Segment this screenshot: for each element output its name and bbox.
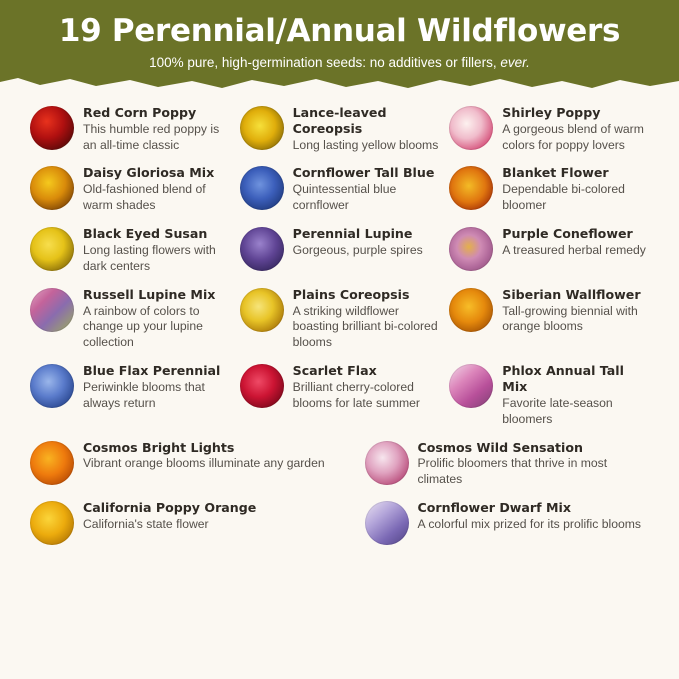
flower-swatch-cosmos-wild-sensation [365,441,409,485]
list-item[interactable] [240,165,450,226]
flower-swatch-black-eyed-susan [30,227,74,271]
flower-swatch-purple-coneflower [449,227,493,271]
plant-row [30,165,659,226]
plant-description: Old-fashioned blend of warm shades [83,182,206,213]
flower-swatch-lance-leaved-coreopsis [240,106,284,150]
plant-name: Purple Coneflower [502,226,633,242]
flower-swatch-scarlet-flax [240,364,284,408]
list-item[interactable] [30,363,240,439]
subtitle-main: 100% pure, high-germination seeds: no additives or fillers, [149,54,497,70]
plant-name: Cornflower Tall Blue [292,165,435,181]
plant-name: Red Corn Poppy [83,104,197,120]
page-title: 19 Perennial/Annual Wildflowers [58,13,621,49]
plant-name: Blue Flax Perennial [83,363,221,379]
plant-name: Cosmos Bright Lights [83,439,235,455]
flower-swatch-perennial-lupine [240,227,284,271]
list-item[interactable] [449,105,659,166]
header-banner [0,0,679,89]
plant-description: A gorgeous blend of warm colors for poppy lovers [502,121,644,152]
plant-description: Quintessential blue cornflower [292,182,397,213]
plant-list [0,89,679,557]
plant-description: Dependable bi-colored bloomer [502,182,625,213]
plant-name: Black Eyed Susan [83,226,208,242]
plant-name: California Poppy Orange [83,500,257,516]
list-item[interactable] [30,165,240,226]
list-item[interactable] [30,226,240,287]
plant-name: Daisy Gloriosa Mix [83,165,215,181]
plant-name: Siberian Wallflower [502,286,641,302]
plant-row [30,105,659,166]
plant-row [30,363,659,439]
plant-description: A treasured herbal remedy [502,242,646,257]
plant-name: Scarlet Flax [292,363,377,379]
flower-swatch-siberian-wallflower [449,288,493,332]
list-item[interactable] [345,500,660,557]
plant-description: Favorite late-season bloomers [502,395,613,426]
page-subtitle [10,55,669,71]
flower-swatch-cosmos-bright-lights [30,441,74,485]
plant-row [30,500,659,557]
plant-name: Blanket Flower [502,165,609,181]
plant-description: A rainbow of colors to change up your lupine collection [83,303,203,350]
list-item[interactable] [30,500,345,557]
flower-swatch-phlox-annual-tall-mix [449,364,493,408]
plant-description: Long lasting flowers with dark centers [83,242,216,273]
plant-row [30,226,659,287]
subtitle-emphasis: ever. [500,54,530,70]
list-item[interactable] [240,287,450,363]
plant-description: Gorgeous, purple spires [292,242,423,257]
list-item[interactable] [449,165,659,226]
list-item[interactable] [30,105,240,166]
flower-swatch-california-poppy-orange [30,501,74,545]
plant-description: A colorful mix prized for its prolific blooms [417,516,642,531]
list-item[interactable] [449,287,659,363]
plant-description: A striking wildflower boasting brilliant bi-colored blooms [292,303,438,350]
flower-swatch-blanket-flower [449,166,493,210]
list-item[interactable] [449,363,659,439]
flower-swatch-cornflower-dwarf-mix [365,501,409,545]
flower-swatch-cornflower-tall-blue [240,166,284,210]
plant-description: Prolific bloomers that thrive in most climates [417,456,608,487]
plant-row [30,287,659,363]
plant-name: Lance-leaved Coreopsis [292,104,387,136]
list-item[interactable] [240,363,450,439]
flower-swatch-red-corn-poppy [30,106,74,150]
plant-description: California's state flower [83,516,209,531]
plant-description: Vibrant orange blooms illuminate any garden [83,456,325,471]
plant-description: Long lasting yellow blooms [292,137,439,152]
plant-description: Brilliant cherry-colored blooms for late summer [292,379,420,410]
plant-name: Shirley Poppy [502,104,601,120]
flower-swatch-shirley-poppy [449,106,493,150]
plant-row [30,440,659,501]
plant-name: Russell Lupine Mix [83,286,216,302]
list-item[interactable] [30,287,240,363]
flower-swatch-russell-lupine-mix [30,288,74,332]
list-item[interactable] [240,226,450,287]
plant-name: Plains Coreopsis [292,286,410,302]
plant-name: Phlox Annual Tall Mix [502,363,624,394]
torn-paper-edge-icon [0,76,679,90]
flower-swatch-blue-flax-perennial [30,364,74,408]
flower-swatch-plains-coreopsis [240,288,284,332]
plant-name: Perennial Lupine [292,226,413,242]
plant-description: Tall-growing biennial with orange blooms [502,303,638,334]
plant-description: Periwinkle blooms that always return [83,379,205,410]
list-item[interactable] [449,226,659,287]
flower-swatch-daisy-gloriosa-mix [30,166,74,210]
list-item[interactable] [345,440,660,501]
plant-name: Cornflower Dwarf Mix [417,500,571,516]
plant-name: Cosmos Wild Sensation [417,439,583,455]
list-item[interactable] [240,105,450,166]
plant-description: This humble red poppy is an all-time classic [83,121,220,152]
list-item[interactable] [30,440,345,501]
